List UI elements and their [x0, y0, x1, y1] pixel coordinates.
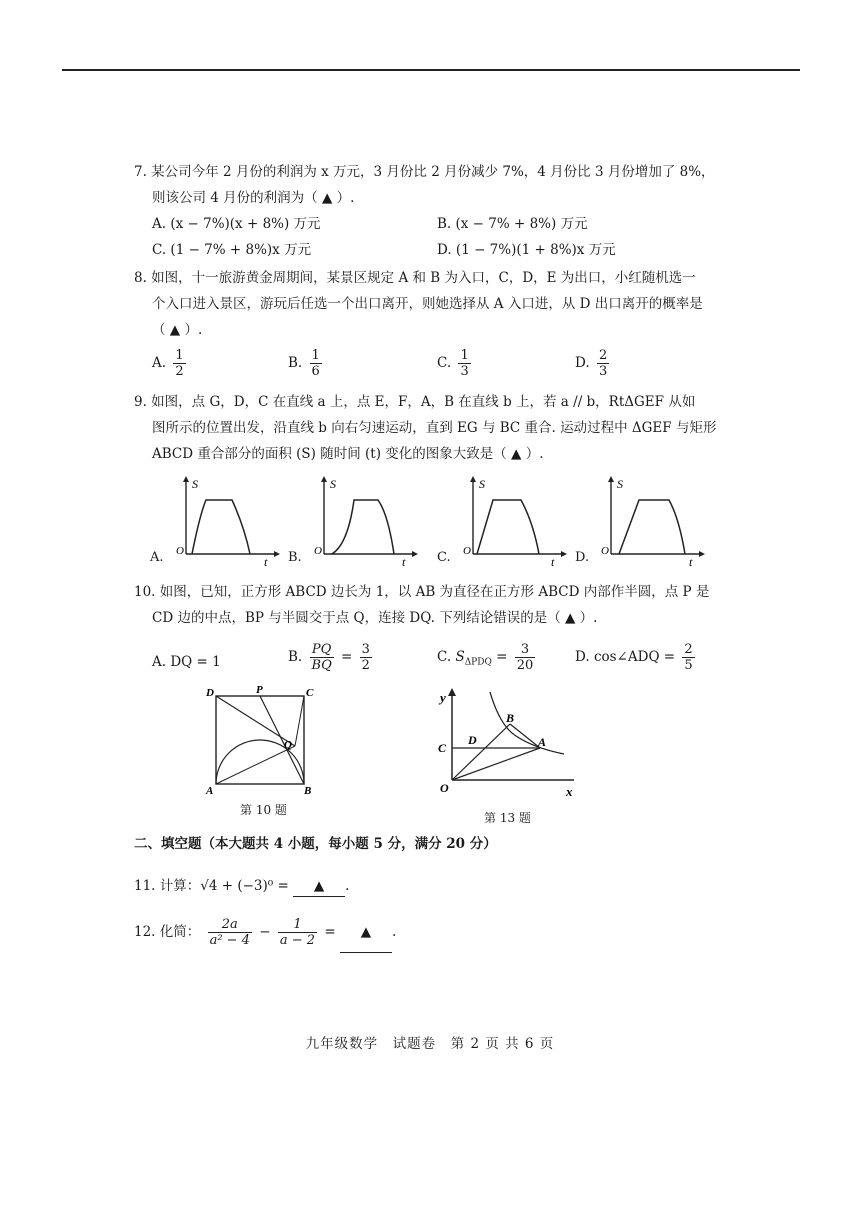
- page-footer: 九年级数学 试题卷 第 2 页 共 6 页: [305, 1036, 555, 1052]
- q12: 12. 化简： $\frac{2a}{\text{a² − 4}}$ − $\frac{1}{a - 2}$ = ▲ .: [134, 912, 396, 953]
- figure-13: [434, 684, 584, 804]
- q8-option-b: B. $\frac{1}{6}$: [288, 348, 320, 379]
- svg-text:t: t: [551, 555, 555, 566]
- figure-10-caption: 第 10 题: [240, 803, 287, 817]
- y-arrow-icon: [470, 476, 476, 482]
- q8-line3: （ ▲ ）.: [152, 322, 203, 338]
- svg-text:O: O: [314, 545, 322, 557]
- q10-option-c: C. $S_{\Delta PDQ}$ = $\frac{3}{20}$: [437, 642, 534, 673]
- q8-option-a: A. $\frac{1}{2}$: [152, 348, 184, 379]
- svg-text:t: t: [402, 555, 406, 566]
- q11: 11. 计算：√4 + (−3)⁰ = ▲ .: [134, 876, 349, 897]
- q9-graph-a-label: A.: [150, 550, 164, 565]
- q7-option-b: B. (x − 7% + 8%) 万元: [437, 216, 588, 232]
- svg-text:O: O: [463, 545, 471, 557]
- segment-aq: [216, 746, 295, 784]
- svg-text:S: S: [479, 477, 485, 491]
- q9-line2: 图所示的位置出发，沿直线 b 向右匀速运动，直到 EG 与 BC 重合. 运动过程中 ΔGEF 与矩形: [152, 420, 717, 436]
- svg-text:B: B: [304, 785, 312, 796]
- section-2-heading: 二、填空题（本大题共 4 小题，每小题 5 分，满分 20 分）: [134, 836, 497, 852]
- y-arrow-icon: [608, 476, 614, 482]
- q7-option-d: D. (1 − 7%)(1 + 8%)x 万元: [437, 242, 616, 258]
- svg-text:D: D: [206, 687, 214, 699]
- svg-text:B: B: [506, 711, 515, 725]
- segment-oa: [452, 748, 540, 780]
- svg-text:y: y: [440, 690, 446, 705]
- q9-graph-c-label: C.: [437, 550, 451, 565]
- x-arrow-icon: [274, 551, 280, 557]
- figure-10: [200, 684, 320, 796]
- segment-ob: [452, 724, 510, 780]
- x-arrow-icon: [699, 551, 705, 557]
- svg-text:O: O: [601, 545, 609, 557]
- q9-line1: 9. 如图，点 G，D，C 在直线 a 上，点 E，F，A，B 在直线 b 上，若 a // b，RtΔGEF 从如: [134, 394, 696, 410]
- q8-line2: 个入口进入景区，游玩后任选一个出口离开，则她选择从 A 入口进，从 D 出口离开的概率是: [152, 296, 703, 312]
- y-arrow-icon: [183, 476, 189, 482]
- x-arrow-icon: [412, 551, 418, 557]
- q8-option-d: D. $\frac{2}{3}$: [575, 348, 608, 379]
- origin-label: O: [176, 545, 184, 557]
- q7-option-a: A. (x − 7%)(x + 8%) 万元: [152, 216, 321, 232]
- q10-line1: 10. 如图，已知，正方形 ABCD 边长为 1，以 AB 为直径在正方形 ABCD 内部作半圆，点 P 是: [134, 584, 710, 600]
- y-arrow-icon: [321, 476, 327, 482]
- q8-option-c: C. $\frac{1}{3}$: [437, 348, 469, 379]
- header-rule: [62, 69, 800, 71]
- y-arrow-icon: [448, 688, 456, 696]
- q9-graph-b-label: B.: [288, 550, 302, 565]
- segment-cq: [295, 696, 304, 746]
- q9-graph-b: [302, 474, 420, 566]
- q7-option-c: C. (1 − 7% + 8%)x 万元: [152, 242, 312, 258]
- q10-option-a: A. DQ = 1: [152, 654, 221, 670]
- svg-text:C: C: [438, 741, 447, 755]
- q9-graph-a: [164, 474, 282, 566]
- q10-line2: CD 边的中点，BP 与半圆交于点 Q，连接 DQ. 下列结论错误的是（ ▲ ）.: [152, 610, 598, 626]
- svg-text:O: O: [440, 781, 449, 795]
- svg-text:A: A: [206, 785, 214, 796]
- q10-option-b: B. $\frac{PQ}{BQ}$ = $\frac{3}{2}$: [288, 642, 370, 673]
- svg-text:C: C: [306, 687, 314, 699]
- svg-text:A: A: [538, 735, 547, 749]
- x-label: t: [264, 555, 268, 566]
- q9-line3: ABCD 重合部分的面积 (S) 随时间 (t) 变化的图象大致是（ ▲ ）.: [152, 446, 544, 462]
- y-label: S: [192, 477, 198, 491]
- svg-text:Q: Q: [284, 739, 292, 751]
- q7-line2: 则该公司 4 月份的利润为（ ▲ ）.: [152, 190, 355, 206]
- figure-13-caption: 第 13 题: [484, 811, 531, 825]
- x-arrow-icon: [561, 551, 567, 557]
- svg-text:t: t: [689, 555, 693, 566]
- svg-text:P: P: [256, 684, 263, 696]
- q10-option-d: D. cos∠ADQ = $\frac{2}{5}$: [575, 642, 693, 673]
- svg-text:x: x: [566, 784, 573, 799]
- svg-text:S: S: [330, 477, 336, 491]
- q7-line1: 7. 某公司今年 2 月份的利润为 x 万元，3 月份比 2 月份减少 7%，4 月份比 3 月份增加了 8%，: [134, 164, 715, 180]
- curve: [192, 500, 250, 554]
- q9-graph-d-label: D.: [575, 550, 590, 565]
- hyperbola: [490, 692, 564, 754]
- segment-ba: [510, 724, 540, 748]
- q8-line1: 8. 如图，十一旅游黄金周期间，某景区规定 A 和 B 为入口，C，D，E 为出口，小红随机选一: [134, 270, 696, 286]
- q9-graph-c: [451, 474, 569, 566]
- svg-text:S: S: [617, 477, 623, 491]
- q9-graph-d: [589, 474, 707, 566]
- svg-text:D: D: [468, 733, 477, 747]
